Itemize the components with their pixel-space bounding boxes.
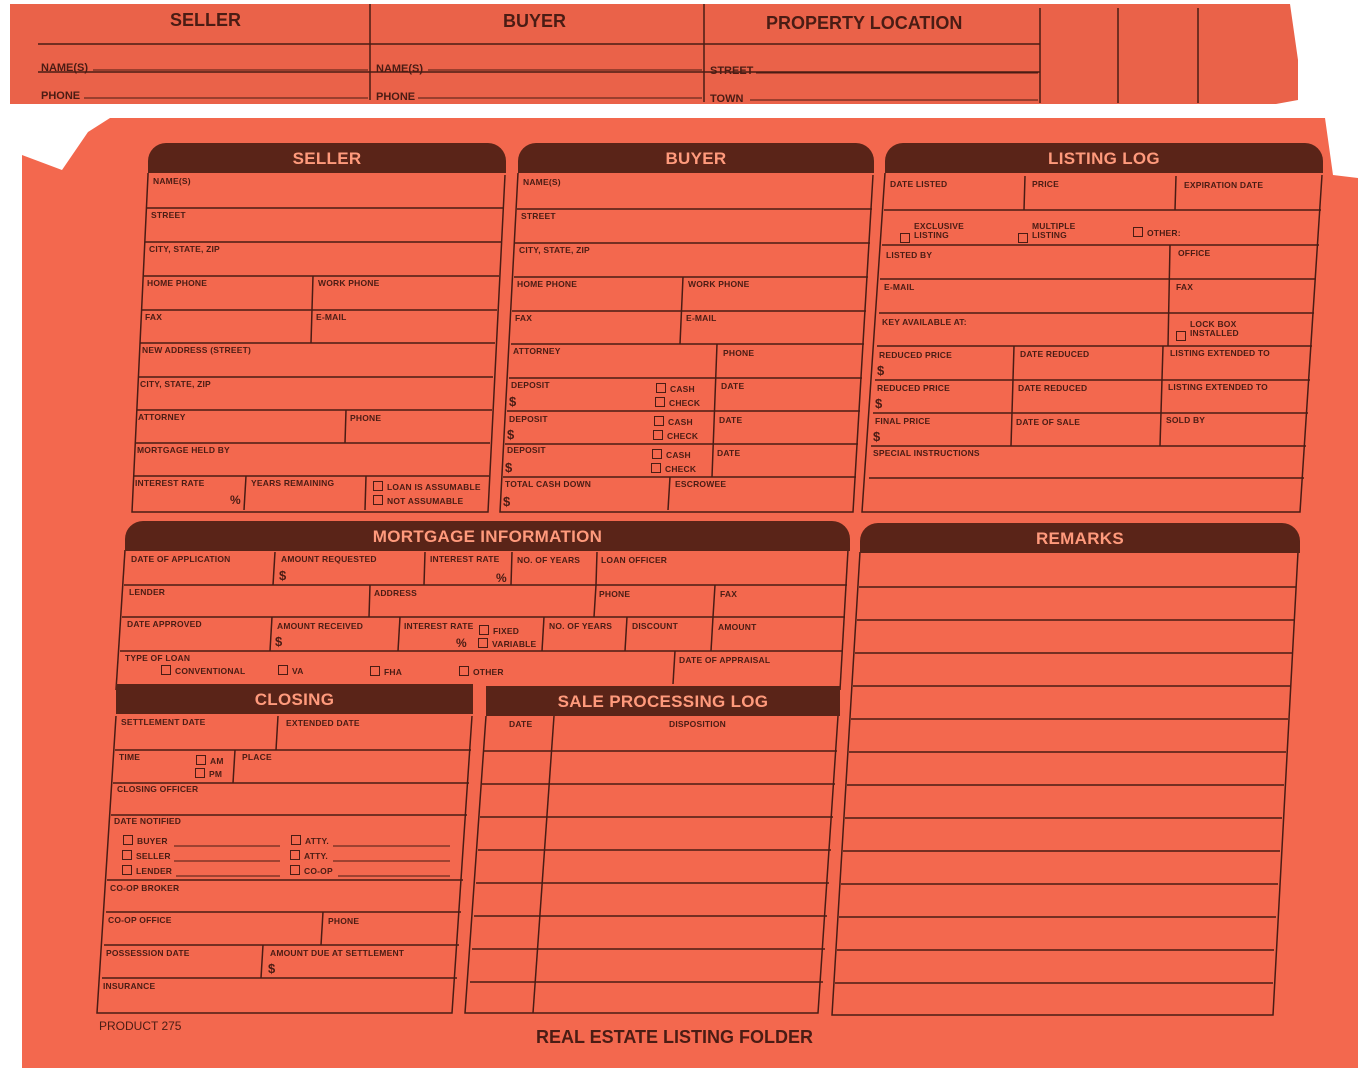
mortgage-percent-2: % <box>456 636 467 650</box>
buyer-cash-checkbox-2[interactable] <box>654 416 693 427</box>
listing-reduced-dollar-2: $ <box>875 396 883 411</box>
listing-email-label: E-MAIL <box>884 282 915 292</box>
listing-date-listed-label: DATE LISTED <box>890 179 948 189</box>
checkbox-icon[interactable] <box>1176 331 1186 341</box>
checkbox-icon[interactable] <box>1133 227 1143 237</box>
listing-fax-label: FAX <box>1176 282 1194 292</box>
multiple-label-2: LISTING <box>1032 230 1067 240</box>
pm-label: PM <box>209 769 223 779</box>
buyer-check-checkbox-3[interactable] <box>651 463 696 474</box>
lockbox-label-2: INSTALLED <box>1190 328 1239 338</box>
checkbox-icon[interactable] <box>478 638 488 648</box>
closing-pm-checkbox[interactable] <box>195 768 222 779</box>
closing-extended-date-label: EXTENDED DATE <box>286 718 360 728</box>
exclusive-label-2: LISTING <box>914 230 949 240</box>
listing-reduced-price-label-1: REDUCED PRICE <box>879 350 952 360</box>
buyer-label: BUYER <box>137 836 168 846</box>
checkbox-icon[interactable] <box>653 430 663 440</box>
mortgage-header: MORTGAGE INFORMATION <box>125 521 850 551</box>
buyer-check-checkbox-1[interactable] <box>655 397 700 408</box>
buyer-check-checkbox-2[interactable] <box>653 430 698 441</box>
closing-am-checkbox[interactable] <box>196 755 224 766</box>
buyer-work-phone-label: WORK PHONE <box>688 279 750 289</box>
seller-loan-assumable-checkbox[interactable] <box>373 481 481 492</box>
buyer-date-label-2: DATE <box>719 415 743 425</box>
loan-assumable-label: LOAN IS ASSUMABLE <box>387 482 481 492</box>
seller-phone-label: PHONE <box>350 413 382 423</box>
front-panel <box>22 118 1358 1068</box>
back-town-label: TOWN <box>710 93 744 105</box>
closing-date-notified-label: DATE NOTIFIED <box>114 816 182 826</box>
check-label: CHECK <box>667 431 699 441</box>
mortgage-fha-checkbox[interactable] <box>370 666 402 677</box>
sale-log-disposition-label: DISPOSITION <box>669 719 726 729</box>
closing-header: CLOSING <box>116 684 473 714</box>
closing-coop-broker-label: CO-OP BROKER <box>110 883 180 893</box>
listing-final-dollar: $ <box>873 429 881 444</box>
sale-log-header: SALE PROCESSING LOG <box>486 686 840 716</box>
buyer-cash-checkbox-3[interactable] <box>652 449 691 460</box>
seller-home-phone-label: HOME PHONE <box>147 278 208 288</box>
mortgage-conventional-checkbox[interactable] <box>161 665 245 676</box>
back-street-label: STREET <box>710 65 754 77</box>
buyer-deposit-dollar-1: $ <box>509 394 517 409</box>
checkbox-icon[interactable] <box>370 666 380 676</box>
fixed-label: FIXED <box>493 626 520 636</box>
closing-seller-checkbox[interactable] <box>122 850 171 861</box>
checkbox-icon[interactable] <box>655 397 665 407</box>
checkbox-icon[interactable] <box>123 835 133 845</box>
back-buyer-title: BUYER <box>503 11 567 31</box>
buyer-deposit-dollar-2: $ <box>507 427 515 442</box>
seller-street-label: STREET <box>151 210 186 220</box>
buyer-total-dollar: $ <box>503 494 511 509</box>
buyer-phone-label: PHONE <box>723 348 755 358</box>
closing-possession-date-label: POSSESSION DATE <box>106 948 190 958</box>
multiple-label: MULTIPLE <box>1032 221 1076 231</box>
listing-reduced-dollar-1: $ <box>877 363 885 378</box>
mortgage-amount-requested-label: AMOUNT REQUESTED <box>281 554 377 564</box>
checkbox-icon[interactable] <box>291 835 301 845</box>
listing-date-reduced-label-2: DATE REDUCED <box>1018 383 1088 393</box>
mortgage-discount-label: DISCOUNT <box>632 621 678 631</box>
closing-phone-label: PHONE <box>328 916 360 926</box>
mortgage-phone-label: PHONE <box>599 589 631 599</box>
checkbox-icon[interactable] <box>195 768 205 778</box>
seller-years-remaining-label: YEARS REMAINING <box>251 478 335 488</box>
buyer-home-phone-label: HOME PHONE <box>517 279 578 289</box>
cash-label: CASH <box>670 384 695 394</box>
checkbox-icon[interactable] <box>122 865 132 875</box>
closing-insurance-label: INSURANCE <box>103 981 156 991</box>
checkbox-icon[interactable] <box>479 625 489 635</box>
lender-label: LENDER <box>136 866 173 876</box>
checkbox-icon[interactable] <box>651 463 661 473</box>
buyer-header: BUYER <box>518 143 874 173</box>
mortgage-requested-dollar: $ <box>279 568 287 583</box>
mortgage-no-years-label-2: NO. OF YEARS <box>549 621 613 631</box>
back-property-title: PROPERTY LOCATION <box>766 13 963 33</box>
checkbox-icon[interactable] <box>290 850 300 860</box>
mortgage-date-approved-label: DATE APPROVED <box>127 619 202 629</box>
closing-amount-due-label: AMOUNT DUE AT SETTLEMENT <box>270 948 405 958</box>
listing-sold-by-label: SOLD BY <box>1166 415 1206 425</box>
mortgage-type-of-loan-label: TYPE OF LOAN <box>125 653 191 663</box>
check-label: CHECK <box>665 464 697 474</box>
listing-special-instructions-label: SPECIAL INSTRUCTIONS <box>873 448 980 458</box>
seller-fax-label: FAX <box>145 312 163 322</box>
buyer-attorney-label: ATTORNEY <box>513 346 561 356</box>
seller-label: SELLER <box>136 851 171 861</box>
seller-new-address-label: NEW ADDRESS (STREET) <box>142 345 251 355</box>
buyer-escrowee-label: ESCROWEE <box>675 479 727 489</box>
folder-title: REAL ESTATE LISTING FOLDER <box>536 1027 814 1047</box>
conventional-label: CONVENTIONAL <box>175 666 246 676</box>
listing-price-label: PRICE <box>1032 179 1059 189</box>
checkbox-icon[interactable] <box>459 666 469 676</box>
mortgage-interest-rate-label: INTEREST RATE <box>430 554 500 564</box>
buyer-date-label-1: DATE <box>721 381 745 391</box>
mortgage-date-appraisal-label: DATE OF APPRAISAL <box>679 655 771 665</box>
mortgage-fax-label: FAX <box>720 589 738 599</box>
variable-label: VARIABLE <box>492 639 537 649</box>
listing-date-reduced-label-1: DATE REDUCED <box>1020 349 1090 359</box>
cash-label: CASH <box>668 417 693 427</box>
listing-multiple-checkbox[interactable] <box>1018 222 1075 243</box>
listing-expiration-label: EXPIRATION DATE <box>1184 180 1264 190</box>
buyer-fax-label: FAX <box>515 313 533 323</box>
mortgage-va-checkbox[interactable] <box>278 665 304 676</box>
lockbox-label: LOCK BOX <box>1190 319 1237 329</box>
checkbox-icon[interactable] <box>373 495 383 505</box>
not-assumable-label: NOT ASSUMABLE <box>387 496 464 506</box>
remarks-header: REMARKS <box>860 523 1300 553</box>
checkbox-icon[interactable] <box>900 233 910 243</box>
checkbox-icon[interactable] <box>161 665 171 675</box>
listing-reduced-price-label-2: REDUCED PRICE <box>877 383 950 393</box>
mortgage-fixed-checkbox[interactable] <box>479 625 519 636</box>
seller-city-label: CITY, STATE, ZIP <box>149 244 220 254</box>
closing-lender-checkbox[interactable] <box>122 865 172 876</box>
am-label: AM <box>210 756 224 766</box>
mortgage-amount-label: AMOUNT <box>718 622 757 632</box>
closing-time-label: TIME <box>119 752 141 762</box>
mortgage-lender-label: LENDER <box>129 587 166 597</box>
mortgage-date-application-label: DATE OF APPLICATION <box>131 554 231 564</box>
other-label: OTHER: <box>1147 228 1181 238</box>
listing-date-of-sale-label: DATE OF SALE <box>1016 417 1081 427</box>
seller-percent-sign: % <box>230 493 241 507</box>
cash-label: CASH <box>666 450 691 460</box>
check-label: CHECK <box>669 398 701 408</box>
listing-exclusive-checkbox[interactable] <box>900 222 964 243</box>
buyer-street-label: STREET <box>521 211 556 221</box>
listing-office-label: OFFICE <box>1178 248 1211 258</box>
atty-label-2: ATTY. <box>304 851 328 861</box>
other-label: OTHER <box>473 667 504 677</box>
buyer-names-label: NAME(S) <box>523 177 561 187</box>
closing-amount-dollar: $ <box>268 961 276 976</box>
listing-extended-label-1: LISTING EXTENDED TO <box>1170 348 1270 358</box>
back-buyer-name-label: NAME(S) <box>376 63 424 75</box>
mortgage-loan-officer-label: LOAN OFFICER <box>601 555 668 565</box>
closing-coop-office-label: CO-OP OFFICE <box>108 915 172 925</box>
closing-settlement-date-label: SETTLEMENT DATE <box>121 717 206 727</box>
checkbox-icon[interactable] <box>654 416 664 426</box>
back-buyer-phone-label: PHONE <box>376 91 416 103</box>
closing-atty2-checkbox[interactable] <box>290 850 328 861</box>
sale-log-date-label: DATE <box>509 719 533 729</box>
checkbox-icon[interactable] <box>196 755 206 765</box>
mortgage-address-label: ADDRESS <box>374 588 417 598</box>
closing-officer-label: CLOSING OFFICER <box>117 784 199 794</box>
listing-lockbox-checkbox[interactable] <box>1176 320 1239 341</box>
mortgage-other-checkbox[interactable] <box>459 666 504 677</box>
buyer-deposit-label-2: DEPOSIT <box>509 414 548 424</box>
checkbox-icon[interactable] <box>1018 233 1028 243</box>
listing-final-price-label: FINAL PRICE <box>875 416 931 426</box>
mortgage-variable-checkbox[interactable] <box>478 638 536 649</box>
closing-buyer-checkbox[interactable] <box>123 835 168 846</box>
seller-not-assumable-checkbox[interactable] <box>373 495 463 506</box>
fha-label: FHA <box>384 667 403 677</box>
seller-email-label: E-MAIL <box>316 312 347 322</box>
product-number: PRODUCT 275 <box>99 1019 182 1033</box>
mortgage-interest-rate-label-2: INTEREST RATE <box>404 621 474 631</box>
checkbox-icon[interactable] <box>652 449 662 459</box>
back-seller-phone-label: PHONE <box>41 90 81 102</box>
closing-coop-checkbox[interactable] <box>290 865 333 876</box>
buyer-cash-checkbox-1[interactable] <box>656 383 695 394</box>
atty-label: ATTY. <box>305 836 329 846</box>
mortgage-no-years-label: NO. OF YEARS <box>517 555 581 565</box>
checkbox-icon[interactable] <box>278 665 288 675</box>
buyer-city-label: CITY, STATE, ZIP <box>519 245 590 255</box>
buyer-deposit-label-3: DEPOSIT <box>507 445 546 455</box>
seller-names-label: NAME(S) <box>153 176 191 186</box>
seller-interest-rate-label: INTEREST RATE <box>135 478 205 488</box>
back-seller-title: SELLER <box>170 10 242 30</box>
mortgage-received-dollar: $ <box>275 634 283 649</box>
listing-key-available-label: KEY AVAILABLE AT: <box>882 317 967 327</box>
listing-extended-label-2: LISTING EXTENDED TO <box>1168 382 1268 392</box>
listing-listed-by-label: LISTED BY <box>886 250 933 260</box>
seller-attorney-label: ATTORNEY <box>138 412 186 422</box>
checkbox-icon[interactable] <box>373 481 383 491</box>
seller-header: SELLER <box>148 143 506 173</box>
listing-log-header: LISTING LOG <box>885 143 1323 173</box>
seller-work-phone-label: WORK PHONE <box>318 278 380 288</box>
buyer-date-label-3: DATE <box>717 448 741 458</box>
coop-label: CO-OP <box>304 866 333 876</box>
back-seller-name-label: NAME(S) <box>41 62 89 74</box>
checkbox-icon[interactable] <box>290 865 300 875</box>
buyer-deposit-label-1: DEPOSIT <box>511 380 550 390</box>
seller-new-city-label: CITY, STATE, ZIP <box>140 379 211 389</box>
exclusive-label: EXCLUSIVE <box>914 221 964 231</box>
checkbox-icon[interactable] <box>656 383 666 393</box>
va-label: VA <box>292 666 304 676</box>
seller-mortgage-held-label: MORTGAGE HELD BY <box>137 445 230 455</box>
buyer-deposit-dollar-3: $ <box>505 460 513 475</box>
mortgage-amount-received-label: AMOUNT RECEIVED <box>277 621 364 631</box>
listing-other-checkbox[interactable] <box>1133 227 1181 238</box>
buyer-total-cash-down-label: TOTAL CASH DOWN <box>505 479 592 489</box>
buyer-email-label: E-MAIL <box>686 313 717 323</box>
mortgage-percent-1: % <box>496 571 507 585</box>
closing-atty1-checkbox[interactable] <box>291 835 329 846</box>
closing-place-label: PLACE <box>242 752 272 762</box>
checkbox-icon[interactable] <box>122 850 132 860</box>
